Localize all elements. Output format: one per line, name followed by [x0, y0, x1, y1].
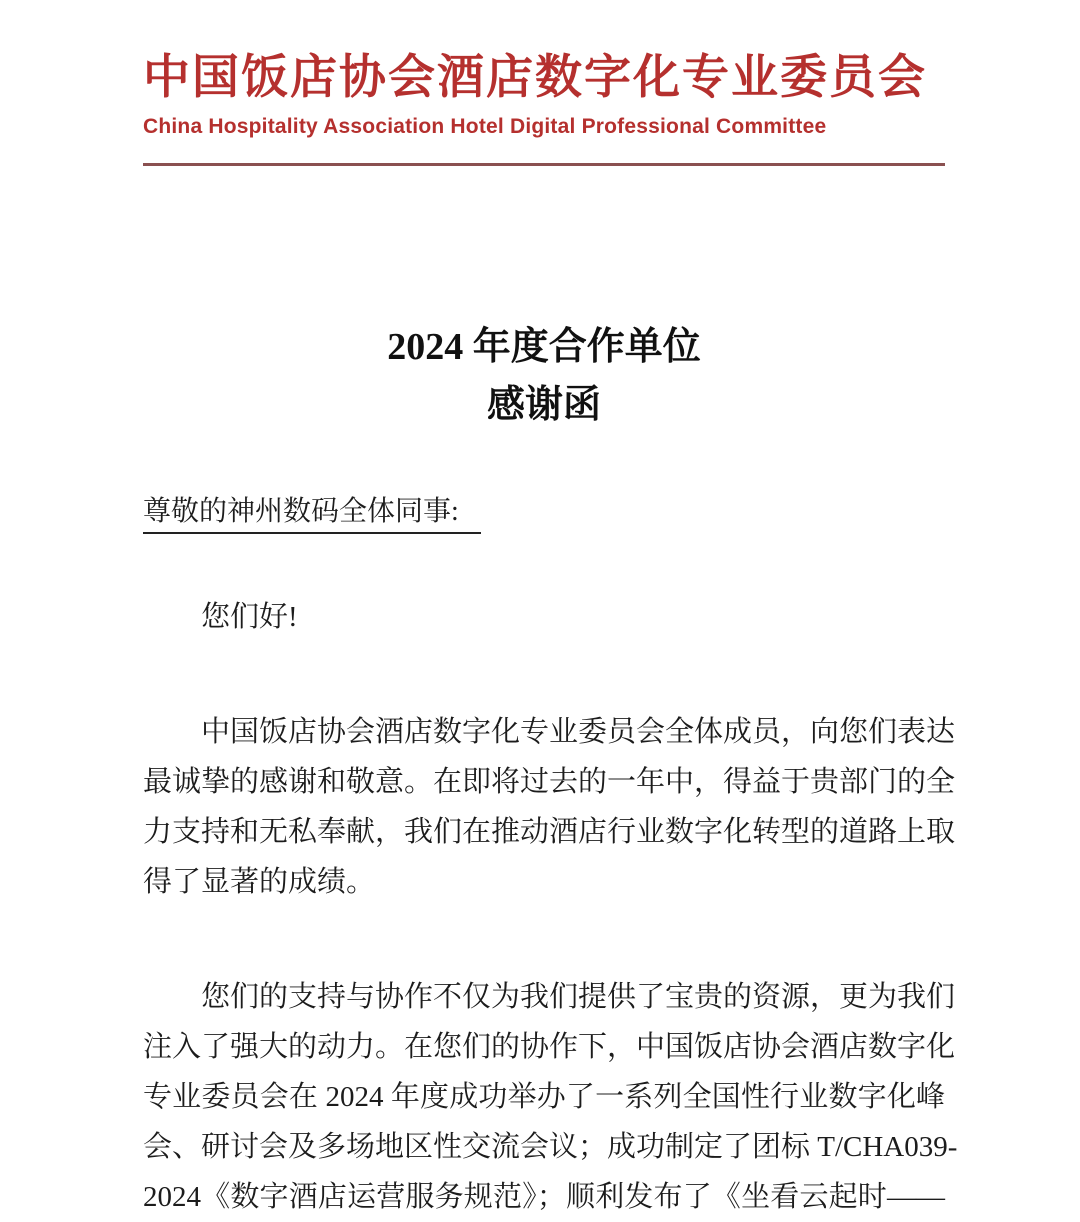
document-title-line1: 2024 年度合作单位: [387, 326, 701, 368]
body-line: 注入了强大的动力。在您们的协作下，中国饭店协会酒店数字化: [143, 1031, 956, 1063]
body-line: 最诚挚的感谢和敬意。在即将过去的一年中，得益于贵部门的全: [143, 766, 956, 798]
body-line: 专业委员会在 2024 年度成功举办了一系列全国性行业数字化峰: [143, 1081, 945, 1113]
body-line: 得了显著的成绩。: [143, 866, 376, 898]
body-line: 会、研讨会及多场地区性交流会议；成功制定了团标 T/CHA039-: [143, 1131, 958, 1163]
body-line: 2024《数字酒店运营服务规范》；顺利发布了《坐看云起时——: [143, 1181, 945, 1213]
salutation: [143, 495, 945, 534]
salutation-text: 尊敬的神州数码全体同事:: [143, 495, 481, 534]
paragraph-thanks: [143, 707, 956, 907]
body-line: 您们好!: [201, 601, 298, 633]
letterhead: [143, 52, 945, 166]
letterhead-divider: [143, 163, 945, 166]
document-title: [143, 318, 945, 434]
body-line: 中国饭店协会酒店数字化专业委员会全体成员，向您们表达: [201, 716, 956, 748]
org-name-english: China Hospitality Association Hotel Digital Professional Committee: [143, 115, 827, 138]
body-line: 您们的支持与协作不仅为我们提供了宝贵的资源，更为我们: [201, 981, 956, 1013]
paragraph-greeting: [143, 592, 945, 642]
org-name-chinese: 中国饭店协会酒店数字化专业委员会: [143, 52, 927, 104]
letter-body: [143, 592, 958, 1222]
paragraph-achievements: [143, 972, 958, 1222]
document-title-line2: 感谢函: [486, 384, 601, 426]
body-line: 力支持和无私奉献，我们在推动酒店行业数字化转型的道路上取: [143, 816, 956, 848]
